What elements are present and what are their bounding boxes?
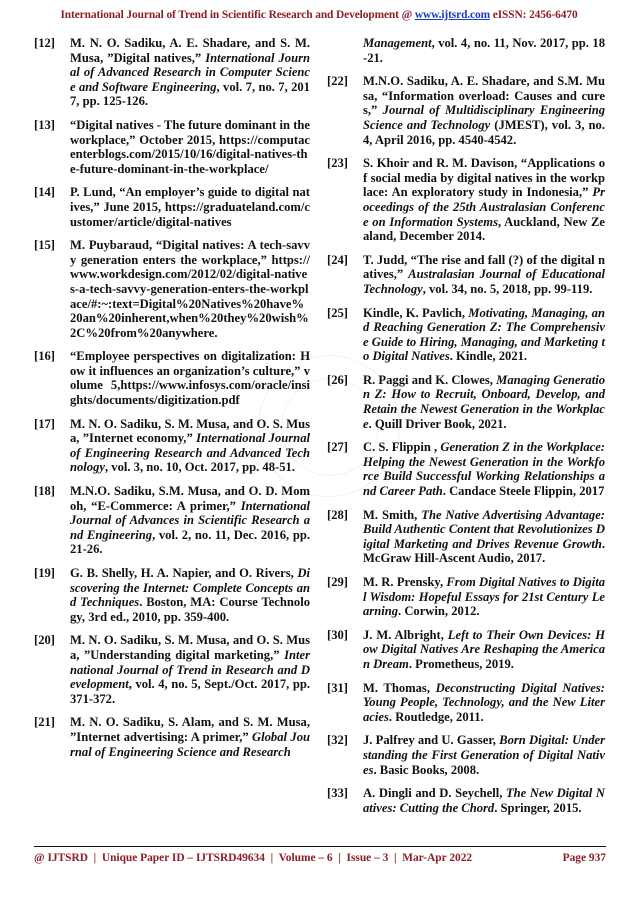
reference-text	[363, 36, 605, 65]
reference-number: [26]	[327, 372, 348, 387]
reference-text	[70, 185, 310, 229]
reference-item	[327, 628, 605, 672]
reference-segment: . Candace Steele Flippin, 2017	[442, 484, 605, 499]
reference-segment: . Kindle, 2021.	[449, 349, 528, 364]
reference-segment: , Auckland, New Zealand, December 2014.	[363, 214, 605, 244]
reference-text	[70, 36, 310, 109]
reference-item	[327, 253, 605, 297]
reference-number: [14]	[34, 185, 55, 200]
reference-number: [16]	[34, 349, 55, 364]
reference-text	[70, 484, 310, 557]
reference-title: Deconstructing Digital Natives: Young People, Technology, and the New Literacies	[363, 680, 605, 724]
reference-text	[363, 733, 605, 777]
reference-text	[70, 238, 310, 340]
reference-title: Global Journal of Engineering Science and Research	[70, 729, 310, 759]
reference-text	[70, 633, 310, 706]
references-left-column	[34, 36, 310, 759]
reference-number: [18]	[34, 484, 55, 499]
reference-number: [30]	[327, 627, 348, 642]
reference-number: [19]	[34, 566, 55, 580]
reference-number: [13]	[34, 117, 55, 132]
reference-segment: , vol. 3, no. 10, Oct. 2017, pp. 48-51.	[104, 460, 295, 475]
reference-segment: R. Paggi and K. Clowes,	[363, 372, 497, 387]
reference-number: [33]	[327, 786, 348, 801]
reference-title: Motivating, Managing, and Reaching Generation Z: The Comprehensive Guide to Hiring, Managing, and Marketing to Digital Natives	[363, 305, 605, 364]
reference-segment: A. Dingli and D. Seychell,	[363, 786, 506, 801]
header-url-link[interactable]: www.ijtsrd.com	[414, 9, 491, 21]
reference-item	[34, 417, 310, 475]
reference-number: [23]	[327, 156, 348, 171]
reference-number: [17]	[34, 416, 55, 431]
reference-item	[34, 349, 310, 407]
reference-title: International Journal of Trend in Research and Development	[70, 647, 310, 692]
reference-number: [15]	[34, 238, 55, 253]
reference-title: Left to Their Own Devices: How Digital Natives Are Reshaping the American Dream	[363, 627, 606, 671]
reference-text	[70, 417, 310, 475]
reference-segment: T. Judd, “The rise and fall (?) of the digital natives,”	[363, 252, 605, 282]
reference-number: [29]	[327, 575, 348, 589]
reference-segment: . McGraw Hill-Ascent Audio, 2017.	[363, 536, 605, 566]
reference-segment: M. N. O. Sadiku, S. M. Musa, and O. S. Musa, ”Understanding digital marketing,”	[70, 633, 310, 662]
reference-item	[327, 575, 605, 619]
reference-title: Born Digital: Understanding the First Generation of Digital Natives	[363, 733, 606, 777]
reference-segment: M. Puybaraud, “Digital natives: A tech-savvy generation enters the workplace,” https://www.workdesign.com/2012/02/digital-natives-a-tech-savvy-generation-enters-the-workplace/#:~:text=Digital%20Natives%20have%20an%20inherent,when%20they%20wish%2C%20from%20anywhere.	[70, 238, 310, 340]
reference-title: The Native Advertising Advantage: Build Authentic Content that Revolutionizes Digital Marketing and Drives Revenue Growth	[363, 507, 605, 551]
reference-text	[70, 349, 310, 407]
footer-divider	[34, 846, 606, 847]
reference-title: The New Digital Natives: Cutting the Chord	[363, 786, 605, 815]
reference-text	[363, 681, 605, 725]
reference-item	[327, 36, 605, 65]
reference-segment: . Corwin, 2012.	[398, 604, 480, 619]
references-right-column	[327, 36, 605, 815]
reference-segment: “Employee perspectives on digitalization: How it influences an organization’s culture,” volume 5,https://www.infosys.com/oracle/insights/documents/digitization.pdf	[70, 349, 310, 408]
reference-segment: J. M. Albright,	[363, 627, 448, 642]
reference-segment: (JMEST), vol. 3, no. 4, April 2016, pp. 4540-4542.	[363, 117, 605, 147]
header-issn: eISSN: 2456-6470	[490, 9, 578, 21]
reference-item	[34, 566, 310, 624]
reference-item	[327, 156, 605, 244]
reference-text	[70, 715, 310, 759]
reference-text	[70, 118, 310, 176]
reference-item	[327, 681, 605, 725]
reference-text	[363, 74, 605, 147]
page-number: Page 937	[562, 852, 606, 864]
reference-segment: , vol. 4, no. 5, Sept./Oct. 2017, pp. 371-372.	[70, 677, 310, 706]
reference-number: [20]	[34, 633, 55, 648]
reference-title: Australasian Journal of Educational Technology	[363, 267, 605, 296]
reference-segment: . Springer, 2015.	[494, 800, 582, 815]
reference-segment: , vol. 2, no. 11, Dec. 2016, pp. 21-26.	[70, 527, 310, 557]
reference-item	[327, 440, 605, 498]
reference-title: Generation Z in the Workplace: Helping the Newest Generation in the Workforce Build Successful Working Relationships and Career Path	[363, 440, 605, 499]
reference-item	[327, 508, 605, 566]
reference-item	[34, 118, 310, 176]
reference-title: Managing Generation Z: How to Recruit, Onboard, Develop, and Retain the Newest Generation in the Workplace	[363, 372, 605, 431]
reference-text	[363, 786, 605, 815]
reference-title: International Journal of Advanced Research in Computer Science and Software Engineering	[70, 50, 310, 94]
reference-segment: M. N. O. Sadiku, S. M. Musa, and O. S. Musa, ”Internet economy,”	[70, 416, 310, 446]
footer-info: @ IJTSRD | Unique Paper ID – IJTSRD49634 | Volume – 6 | Issue – 3 | Mar-Apr 2022	[34, 852, 473, 864]
reference-title: Journal of Multidisciplinary Engineering Science and Technology	[363, 103, 606, 132]
reference-number	[327, 36, 363, 65]
reference-segment: P. Lund, “An employer’s guide to digital natives,” June 2015, https://graduateland.com/customer/article/digital-natives	[70, 185, 310, 229]
reference-segment: S. Khoir and R. M. Davison, “Applications of social media by digital natives in the workplace: An exploratory study in Indonesia,”	[363, 156, 605, 200]
journal-header	[0, 9, 638, 21]
reference-text	[363, 628, 605, 672]
reference-title: Management	[363, 36, 432, 50]
reference-segment: . Basic Books, 2008.	[373, 762, 480, 777]
reference-item	[34, 185, 310, 229]
reference-item	[327, 306, 605, 364]
reference-number: [28]	[327, 507, 348, 522]
reference-number: [31]	[327, 680, 348, 695]
reference-item	[327, 733, 605, 777]
reference-segment: M. N. O. Sadiku, A. E. Shadare, and S. M. Musa, ”Digital natives,”	[70, 36, 310, 65]
reference-segment: , vol. 7, no. 7, 2017, pp. 125-126.	[70, 79, 310, 109]
reference-text	[363, 508, 605, 566]
reference-segment: Kindle, K. Pavlich,	[363, 305, 469, 320]
reference-text	[70, 566, 310, 624]
reference-number: [32]	[327, 733, 348, 748]
page-footer	[34, 852, 606, 864]
reference-segment: “Digital natives - The future dominant in the workplace,” October 2015, https://computacenterblogs.com/2015/10/16/digital-natives-the-future-dominant-in-the-workplace/	[70, 117, 310, 176]
reference-title: International Journal of Engineering Research and Advanced Technology	[70, 431, 310, 475]
reference-title: From Digital Natives to Digital Wisdom: Hopeful Essays for 21st Century Learning	[363, 575, 605, 619]
reference-segment: M. Thomas,	[363, 680, 436, 695]
reference-item	[34, 633, 310, 706]
reference-text	[363, 253, 605, 297]
reference-text	[363, 306, 605, 364]
reference-segment: G. B. Shelly, H. A. Napier, and O. Rivers,	[70, 566, 298, 580]
reference-segment: , vol. 4, no. 11, Nov. 2017, pp. 18-21.	[363, 36, 605, 65]
reference-title: Proceedings of the 25th Australasian Conference on Information Systems	[363, 185, 605, 229]
reference-item	[327, 74, 605, 147]
reference-number: [24]	[327, 252, 348, 267]
reference-segment: M.N.O. Sadiku, S.M. Musa, and O. D. Momoh, “E-Commerce: A primer,”	[70, 484, 310, 513]
reference-text	[363, 440, 605, 498]
reference-segment: J. Palfrey and U. Gasser,	[363, 733, 500, 748]
reference-item	[34, 484, 310, 557]
reference-segment: M. N. O. Sadiku, S. Alam, and S. M. Musa, ”Internet advertising: A primer,”	[70, 715, 310, 744]
reference-text	[363, 373, 605, 431]
reference-number: [12]	[34, 36, 55, 50]
reference-segment: , vol. 34, no. 5, 2018, pp. 99-119.	[422, 281, 593, 296]
reference-segment: C. S. Flippin ,	[363, 440, 441, 455]
reference-number: [21]	[34, 715, 55, 730]
reference-title: Discovering the Internet: Complete Concepts and Techniques	[70, 566, 310, 610]
reference-segment: M. Smith,	[363, 507, 422, 522]
reference-segment: . Boston, MA: Course Technology, 3rd ed., 2010, pp. 359-400.	[70, 595, 310, 624]
reference-segment: . Quill Driver Book, 2021.	[368, 416, 507, 431]
reference-item	[34, 715, 310, 759]
reference-number: [22]	[327, 74, 348, 89]
reference-item	[327, 786, 605, 815]
reference-number: [27]	[327, 440, 348, 455]
reference-segment: . Prometheus, 2019.	[408, 656, 514, 671]
reference-text	[363, 575, 605, 619]
reference-segment: M.N.O. Sadiku, A. E. Shadare, and S.M. Musa, “Information overload: Causes and cures,”	[363, 74, 605, 118]
header-text: International Journal of Trend in Scientific Research and Development @	[60, 9, 415, 21]
reference-segment: M. R. Prensky,	[363, 575, 447, 589]
reference-item	[34, 36, 310, 109]
reference-item	[34, 238, 310, 340]
reference-text	[363, 156, 605, 244]
reference-title: International Journal of Advances in Scientific Research and Engineering	[70, 498, 310, 542]
reference-number: [25]	[327, 305, 348, 320]
reference-segment: . Routledge, 2011.	[388, 709, 484, 724]
reference-item	[327, 373, 605, 431]
